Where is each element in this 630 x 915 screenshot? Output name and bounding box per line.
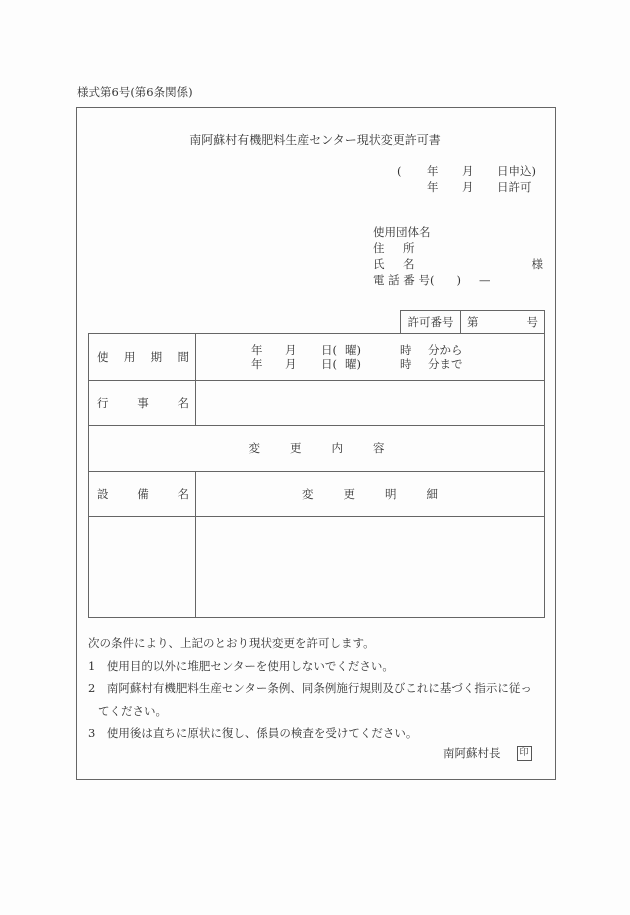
facility-name-field[interactable] bbox=[89, 516, 196, 617]
conditions-block bbox=[88, 632, 532, 745]
phone-dash: — bbox=[478, 273, 491, 287]
event-name-label: 行 事 名 bbox=[89, 380, 196, 425]
conditions-intro: 次の条件により、上記のとおり現状変更を許可します。 bbox=[88, 636, 375, 650]
change-detail-field[interactable] bbox=[196, 516, 544, 617]
permit-number-value: 第 号 bbox=[467, 315, 538, 329]
document-title: 南阿蘇村有機肥料生産センター現状変更許可書 bbox=[189, 133, 441, 147]
facility-header-row bbox=[89, 471, 544, 517]
address-label-2: 所 bbox=[403, 241, 415, 255]
condition-2: 2 南阿蘇村有機肥料生産センター条例、同条例施行規則及びこれに基づく指示に従っ bbox=[88, 681, 532, 695]
seal-icon: 印 bbox=[517, 746, 532, 761]
usage-period-label: 使 用 期 間 bbox=[89, 334, 196, 380]
change-content-header-row bbox=[89, 425, 544, 472]
phone-label: 電 話 番 号( bbox=[373, 273, 435, 287]
application-date: ( 年 月 日申込) bbox=[397, 164, 536, 178]
name-label-1: 氏 bbox=[373, 257, 385, 271]
permit-number-label: 許可番号 bbox=[401, 311, 461, 334]
change-content-header: 変 更 内 容 bbox=[248, 441, 385, 455]
permit-date: 年 月 日許可 bbox=[427, 180, 532, 194]
facility-detail-row bbox=[89, 516, 544, 617]
condition-1: 1 使用目的以外に堆肥センターを使用しないでください。 bbox=[88, 658, 394, 673]
change-detail-header: 変 更 明 細 bbox=[302, 486, 438, 501]
name-label-2: 名 bbox=[403, 257, 415, 271]
usage-period-row bbox=[89, 334, 544, 381]
address-label-1: 住 bbox=[373, 241, 385, 255]
signer-name: 南阿蘇村長 bbox=[443, 746, 501, 760]
change-table bbox=[88, 333, 545, 618]
event-name-field[interactable] bbox=[196, 380, 544, 425]
honorific: 様 bbox=[531, 257, 543, 271]
event-name-row bbox=[89, 380, 544, 426]
usage-period-field[interactable]: 年 月 日( 曜) 時 分から 年 月 日( 曜) 時 分まで bbox=[251, 343, 463, 371]
condition-3: 3 使用後は直ちに原状に復し、係員の検査を受けてください。 bbox=[88, 726, 418, 740]
org-name-label: 使用団体名 bbox=[373, 225, 431, 239]
signer-block bbox=[443, 745, 532, 761]
form-number-label: 様式第6号(第6条関係) bbox=[77, 85, 193, 99]
applicant-block: 使用団体名 住 所 氏 名 様 電 話 番 号( ) — bbox=[373, 225, 543, 287]
condition-2-cont: てください。 bbox=[98, 703, 167, 718]
facility-name-label: 設 備 名 bbox=[89, 471, 196, 516]
permit-number-box bbox=[400, 310, 545, 334]
date-block bbox=[397, 163, 536, 195]
